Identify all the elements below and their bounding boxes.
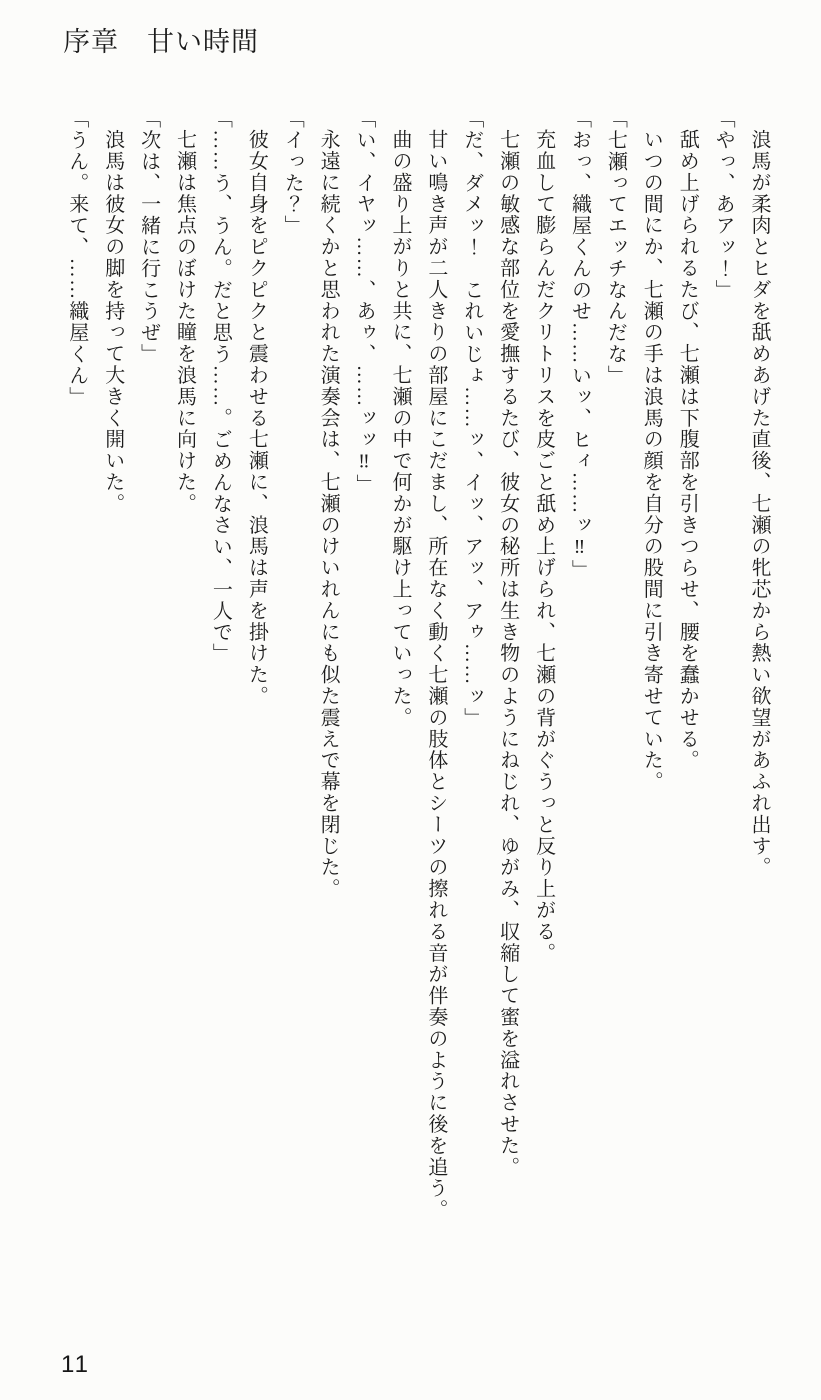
paragraph-dialogue: 「い、イヤッ……、あゥ、……ッッ‼」 [353,108,376,496]
paragraph-narration: 浪馬が柔肉とヒダを舐めあげた直後、七瀬の牝芯から熱い欲望があふれ出す。 [748,129,770,879]
paragraph-narration: 浪馬は彼女の脚を持って大きく開いた。 [101,129,124,515]
paragraph-dialogue: 「……う、うん。だと思う……。ごめんなさい、一人で」 [209,108,232,665]
paragraph-narration: いつの間にか、七瀬の手は浪馬の顔を自分の股間に引き寄せていた。 [640,129,663,793]
paragraph-dialogue: 「うん。来て、……織屋くん」 [65,108,88,408]
paragraph-dialogue: 「だ、ダメッ！ これいじょ……ッ、イッ、アッ、アゥ……ッ」 [460,108,483,729]
paragraph-narration: 七瀬の敏感な部位を愛撫するたび、彼女の秘所は生き物のようにねじれ、ゆがみ、収縮して蜜を溢れさせた。 [496,129,519,1178]
paragraph-narration: 永遠に続くかと思われた演奏会は、七瀬のけいれんにも似た震えで幕を閉じた。 [317,129,340,900]
paragraph-narration: 舐め上げられるたび、七瀬は下腹部を引きつらせ、腰を蠢かせる。 [676,129,699,772]
chapter-heading: 序章 甘い時間 [63,27,259,57]
paragraph-dialogue: 「やっ、あアッ！」 [712,108,735,301]
paragraph-narration: 七瀬は焦点のぼけた瞳を浪馬に向けた。 [173,129,196,515]
paragraph-dialogue: 「おっ、織屋くんのせ……いッ、ヒィ……ッ‼」 [568,108,591,581]
text-block [58,108,776,1288]
paragraph-narration: 彼女自身をピクピクと震わせる七瀬に、浪馬は声を掛けた。 [245,129,268,708]
paragraph-dialogue: 「次は、一緒に行こうぜ」 [137,108,160,365]
paragraph-narration: 充血して膨らんだクリトリスを皮ごと舐め上げられ、七瀬の背がぐうっと反り上がる。 [532,129,555,964]
paragraph-narration: 甘い鳴き声が二人きりの部屋にこだまし、所在なく動く七瀬の肢体とシーツの擦れる音が伴奏のように後を追う。 [424,129,447,1221]
paragraph-narration: 曲の盛り上がりと共に、七瀬の中で何かが駆け上っていった。 [388,129,411,729]
paragraph-dialogue: 「イった？」 [281,108,304,237]
page-number: 11 [61,1351,90,1378]
paragraph-dialogue: 「七瀬ってエッチなんだな」 [604,108,627,387]
